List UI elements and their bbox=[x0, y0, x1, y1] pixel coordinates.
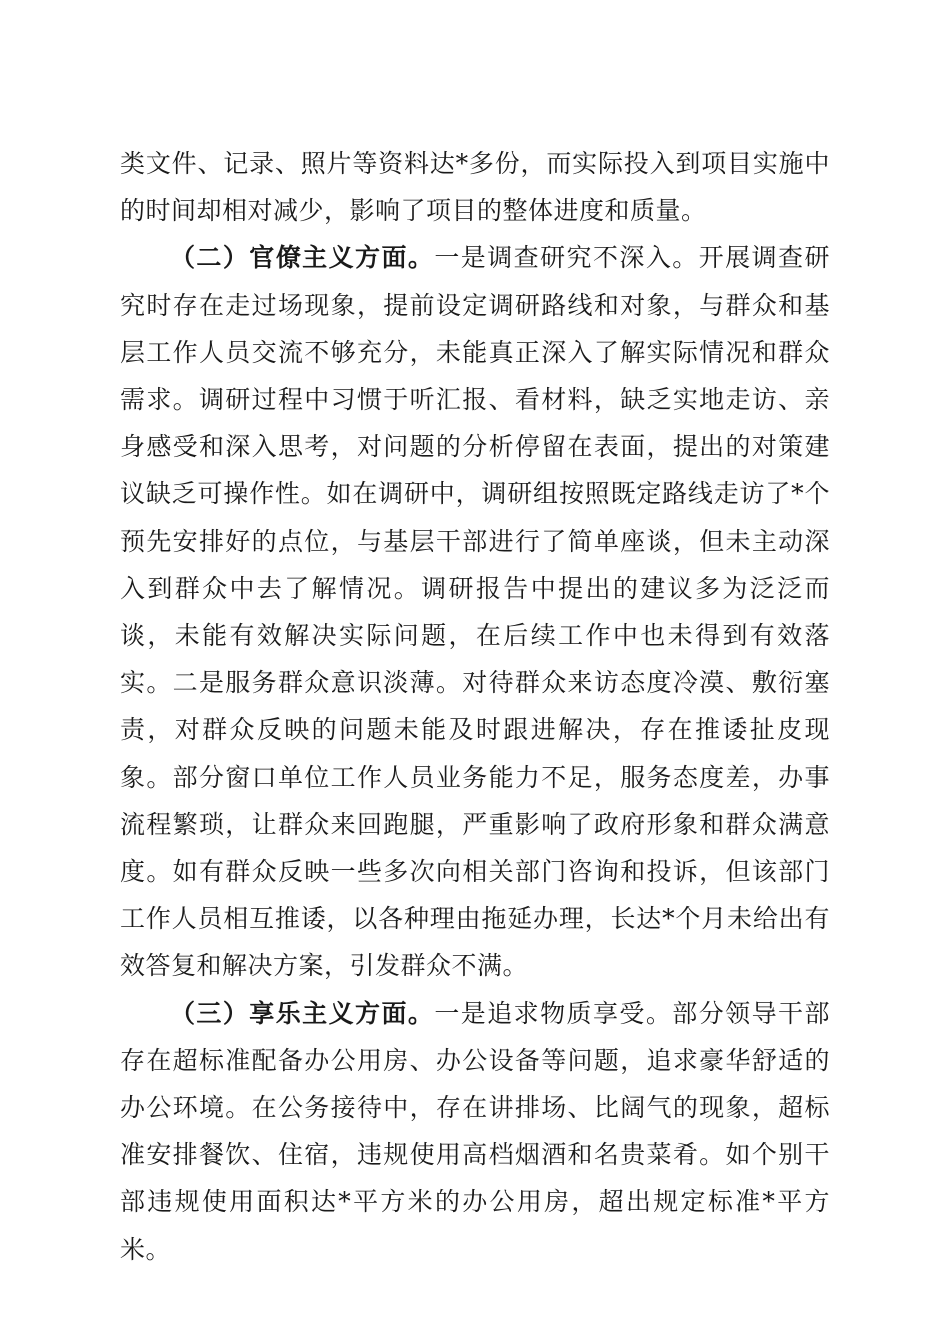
paragraph-hedonism bbox=[120, 990, 830, 1273]
document-page bbox=[120, 140, 830, 1273]
paragraph-text: 一是调查研究不深入。开展调查研究时存在走过场现象，提前设定调研路线和对象，与群众和基层工作人员交流不够充分，未能真正深入了解实际情况和群众需求。调研过程中习惯于听汇报、看材料，缺乏实地走访、亲身感受和深入思考，对问题的分析停留在表面，提出的对策建议缺乏可操作性。如在调研中，调研组按照既定路线走访了*个预先安排好的点位，与基层干部进行了简单座谈，但未主动深入到群众中去了解情况。调研报告中提出的建议多为泛泛而谈，未能有效解决实际问题，在后续工作中也未得到有效落实。二是服务群众意识淡薄。对待群众来访态度冷漠、敷衍塞责，对群众反映的问题未能及时跟进解决，存在推诿扯皮现象。部分窗口单位工作人员业务能力不足，服务态度差，办事流程繁琐，让群众来回跑腿，严重影响了政府形象和群众满意度。如有群众反映一些多次向相关部门咨询和投诉，但该部门工作人员相互推诿，以各种理由拖延办理，长达*个月未给出有效答复和解决方案，引发群众不满。 bbox=[120, 243, 830, 981]
paragraph-text: 类文件、记录、照片等资料达*多份，而实际投入到项目实施中的时间却相对减少，影响了项目的整体进度和质量。 bbox=[120, 149, 830, 226]
paragraph-bureaucratism bbox=[120, 234, 830, 989]
paragraph-text: 一是追求物质享受。部分领导干部存在超标准配备办公用房、办公设备等问题，追求豪华舒适的办公环境。在公务接待中，存在讲排场、比阔气的现象，超标准安排餐饮、住宿，违规使用高档烟酒和名贵菜肴。如个别干部违规使用面积达*平方米的办公用房，超出规定标准*平方米。 bbox=[120, 998, 830, 1264]
section-heading-bureaucratism: （二）官僚主义方面。 bbox=[170, 243, 435, 273]
section-heading-hedonism: （三）享乐主义方面。 bbox=[170, 998, 435, 1028]
paragraph-continuation bbox=[120, 140, 830, 234]
